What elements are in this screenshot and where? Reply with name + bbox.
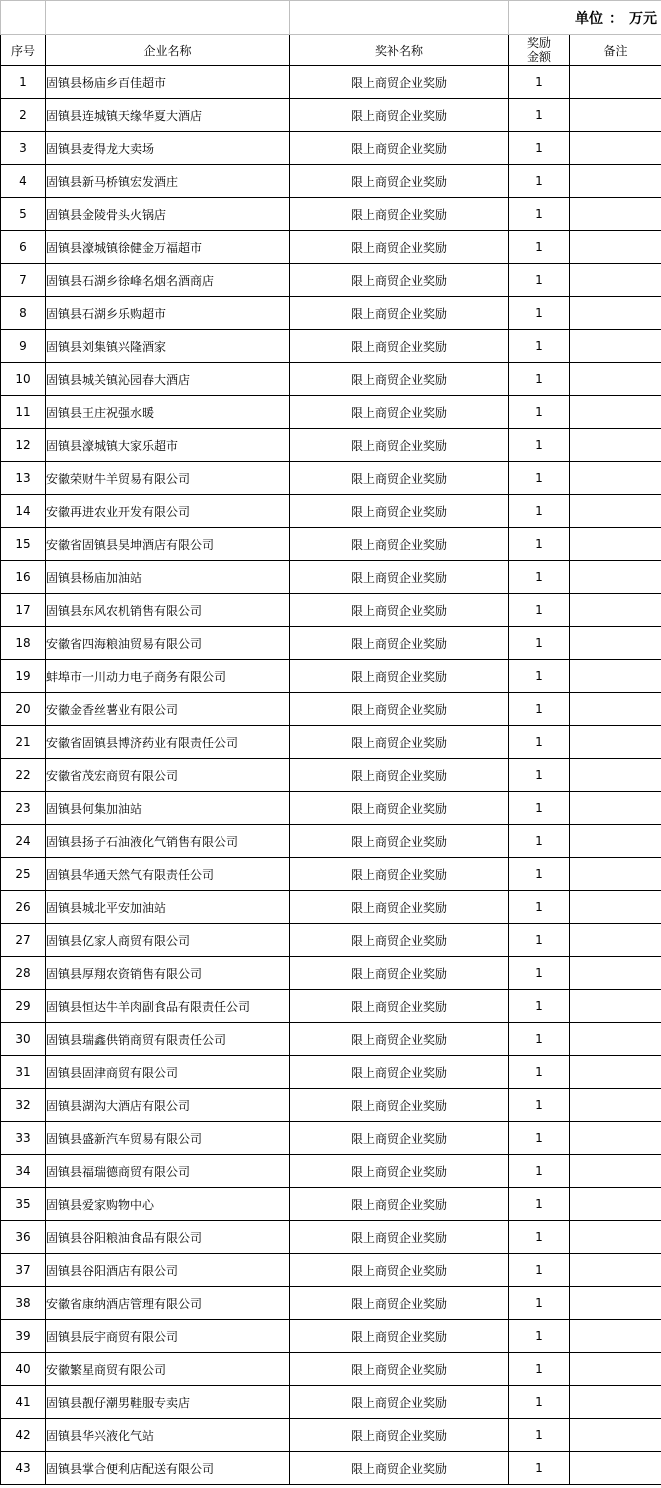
table-row <box>1 1221 661 1254</box>
cell-amount: 1 <box>509 1056 570 1089</box>
cell-amount: 1 <box>509 330 570 363</box>
cell-amount: 1 <box>509 99 570 132</box>
table-row <box>1 660 661 693</box>
cell-note <box>570 858 661 891</box>
cell-award-name: 限上商贸企业奖励 <box>290 660 509 693</box>
table-row <box>1 1254 661 1287</box>
cell-company-name: 固镇县爱家购物中心 <box>46 1188 290 1221</box>
cell-company-name: 固镇县城北平安加油站 <box>46 891 290 924</box>
cell-note <box>570 528 661 561</box>
cell-amount: 1 <box>509 462 570 495</box>
cell-award-name: 限上商贸企业奖励 <box>290 726 509 759</box>
cell-no: 43 <box>1 1452 46 1485</box>
cell-company-name: 固镇县辰宇商贸有限公司 <box>46 1320 290 1353</box>
cell-amount: 1 <box>509 297 570 330</box>
header-amount-line2: 金额 <box>526 50 551 64</box>
cell-note <box>570 594 661 627</box>
cell-company-name: 固镇县麦得龙大卖场 <box>46 132 290 165</box>
cell-award-name: 限上商贸企业奖励 <box>290 1254 509 1287</box>
cell-amount: 1 <box>509 1023 570 1056</box>
cell-award-name: 限上商贸企业奖励 <box>290 792 509 825</box>
cell-award-name: 限上商贸企业奖励 <box>290 1155 509 1188</box>
table-row <box>1 165 661 198</box>
cell-company-name: 固镇县濠城镇大家乐超市 <box>46 429 290 462</box>
cell-note <box>570 660 661 693</box>
cell-no: 27 <box>1 924 46 957</box>
cell-no: 40 <box>1 1353 46 1386</box>
cell-note <box>570 1353 661 1386</box>
cell-no: 10 <box>1 363 46 396</box>
cell-company-name: 固镇县华通天然气有限责任公司 <box>46 858 290 891</box>
unit-label-text: 单位 <box>575 10 603 27</box>
table-row <box>1 594 661 627</box>
table-row <box>1 726 661 759</box>
cell-note <box>570 759 661 792</box>
table-row <box>1 264 661 297</box>
cell-no: 38 <box>1 1287 46 1320</box>
cell-company-name: 安徽繁星商贸有限公司 <box>46 1353 290 1386</box>
cell-award-name: 限上商贸企业奖励 <box>290 594 509 627</box>
cell-no: 33 <box>1 1122 46 1155</box>
cell-amount: 1 <box>509 792 570 825</box>
cell-no: 22 <box>1 759 46 792</box>
table-body <box>1 66 661 1485</box>
table-row <box>1 363 661 396</box>
cell-amount: 1 <box>509 759 570 792</box>
cell-note <box>570 726 661 759</box>
cell-company-name: 安徽省茂宏商贸有限公司 <box>46 759 290 792</box>
header-amount-line1: 奖励 <box>526 36 551 50</box>
cell-note <box>570 1254 661 1287</box>
cell-amount: 1 <box>509 1452 570 1485</box>
cell-no: 12 <box>1 429 46 462</box>
cell-award-name: 限上商贸企业奖励 <box>290 231 509 264</box>
cell-amount: 1 <box>509 693 570 726</box>
cell-award-name: 限上商贸企业奖励 <box>290 297 509 330</box>
cell-award-name: 限上商贸企业奖励 <box>290 1353 509 1386</box>
cell-award-name: 限上商贸企业奖励 <box>290 429 509 462</box>
cell-amount: 1 <box>509 132 570 165</box>
cell-amount: 1 <box>509 429 570 462</box>
cell-no: 4 <box>1 165 46 198</box>
cell-no: 21 <box>1 726 46 759</box>
cell-note <box>570 825 661 858</box>
cell-no: 41 <box>1 1386 46 1419</box>
cell-award-name: 限上商贸企业奖励 <box>290 891 509 924</box>
cell-amount: 1 <box>509 990 570 1023</box>
cell-amount: 1 <box>509 1188 570 1221</box>
table-row <box>1 1122 661 1155</box>
table-row <box>1 1056 661 1089</box>
cell-award-name: 限上商贸企业奖励 <box>290 957 509 990</box>
unit-label <box>509 1 661 35</box>
cell-no: 30 <box>1 1023 46 1056</box>
cell-company-name: 固镇县何集加油站 <box>46 792 290 825</box>
table-row <box>1 561 661 594</box>
cell-no: 19 <box>1 660 46 693</box>
cell-no: 26 <box>1 891 46 924</box>
cell-company-name: 固镇县靓仔潮男鞋服专卖店 <box>46 1386 290 1419</box>
cell-amount: 1 <box>509 561 570 594</box>
cell-amount: 1 <box>509 198 570 231</box>
table-row <box>1 1023 661 1056</box>
cell-amount: 1 <box>509 495 570 528</box>
cell-note <box>570 990 661 1023</box>
cell-no: 8 <box>1 297 46 330</box>
cell-note <box>570 264 661 297</box>
table-row <box>1 1386 661 1419</box>
cell-award-name: 限上商贸企业奖励 <box>290 1287 509 1320</box>
cell-award-name: 限上商贸企业奖励 <box>290 462 509 495</box>
cell-award-name: 限上商贸企业奖励 <box>290 627 509 660</box>
cell-amount: 1 <box>509 1353 570 1386</box>
cell-company-name: 蚌埠市一川动力电子商务有限公司 <box>46 660 290 693</box>
cell-note <box>570 1386 661 1419</box>
cell-award-name: 限上商贸企业奖励 <box>290 264 509 297</box>
cell-note <box>570 231 661 264</box>
cell-company-name: 固镇县厚翔农资销售有限公司 <box>46 957 290 990</box>
cell-award-name: 限上商贸企业奖励 <box>290 1089 509 1122</box>
table-row <box>1 957 661 990</box>
cell-no: 1 <box>1 66 46 99</box>
cell-note <box>570 363 661 396</box>
cell-amount: 1 <box>509 165 570 198</box>
cell-amount: 1 <box>509 264 570 297</box>
table-row <box>1 231 661 264</box>
table-row <box>1 66 661 99</box>
unit-separator: ： <box>609 10 623 27</box>
cell-company-name: 固镇县福瑞德商贸有限公司 <box>46 1155 290 1188</box>
cell-award-name: 限上商贸企业奖励 <box>290 990 509 1023</box>
cell-note <box>570 495 661 528</box>
cell-award-name: 限上商贸企业奖励 <box>290 1122 509 1155</box>
cell-company-name: 固镇县石湖乡徐峰名烟名酒商店 <box>46 264 290 297</box>
cell-award-name: 限上商贸企业奖励 <box>290 66 509 99</box>
cell-note <box>570 99 661 132</box>
cell-company-name: 固镇县谷阳酒店有限公司 <box>46 1254 290 1287</box>
cell-company-name: 安徽省四海粮油贸易有限公司 <box>46 627 290 660</box>
cell-note <box>570 396 661 429</box>
cell-no: 42 <box>1 1419 46 1452</box>
table-row <box>1 891 661 924</box>
cell-amount: 1 <box>509 1320 570 1353</box>
header-no: 序号 <box>1 35 46 66</box>
cell-amount: 1 <box>509 396 570 429</box>
cell-no: 29 <box>1 990 46 1023</box>
cell-no: 6 <box>1 231 46 264</box>
cell-company-name: 固镇县王庄祝强水暖 <box>46 396 290 429</box>
unit-row <box>1 1 661 35</box>
table-row <box>1 330 661 363</box>
cell-note <box>570 198 661 231</box>
cell-company-name: 固镇县杨庙加油站 <box>46 561 290 594</box>
cell-company-name: 固镇县固津商贸有限公司 <box>46 1056 290 1089</box>
cell-company-name: 固镇县刘集镇兴隆酒家 <box>46 330 290 363</box>
cell-award-name: 限上商贸企业奖励 <box>290 924 509 957</box>
cell-note <box>570 1452 661 1485</box>
table-row <box>1 132 661 165</box>
cell-note <box>570 1056 661 1089</box>
cell-company-name: 固镇县湖沟大酒店有限公司 <box>46 1089 290 1122</box>
table-row <box>1 429 661 462</box>
header-row <box>1 35 661 66</box>
cell-award-name: 限上商贸企业奖励 <box>290 198 509 231</box>
cell-award-name: 限上商贸企业奖励 <box>290 330 509 363</box>
cell-note <box>570 1188 661 1221</box>
cell-company-name: 固镇县掌合便利店配送有限公司 <box>46 1452 290 1485</box>
header-company-name: 企业名称 <box>46 35 290 66</box>
cell-award-name: 限上商贸企业奖励 <box>290 132 509 165</box>
cell-amount: 1 <box>509 1089 570 1122</box>
header-note: 备注 <box>570 35 661 66</box>
cell-amount: 1 <box>509 924 570 957</box>
cell-note <box>570 957 661 990</box>
cell-company-name: 固镇县东风农机销售有限公司 <box>46 594 290 627</box>
cell-note <box>570 1089 661 1122</box>
cell-note <box>570 429 661 462</box>
cell-award-name: 限上商贸企业奖励 <box>290 495 509 528</box>
cell-amount: 1 <box>509 957 570 990</box>
table-row <box>1 1188 661 1221</box>
table-row <box>1 924 661 957</box>
cell-note <box>570 165 661 198</box>
cell-no: 14 <box>1 495 46 528</box>
cell-note <box>570 132 661 165</box>
cell-amount: 1 <box>509 1287 570 1320</box>
cell-award-name: 限上商贸企业奖励 <box>290 1056 509 1089</box>
cell-no: 13 <box>1 462 46 495</box>
cell-amount: 1 <box>509 858 570 891</box>
cell-no: 11 <box>1 396 46 429</box>
cell-award-name: 限上商贸企业奖励 <box>290 858 509 891</box>
cell-note <box>570 66 661 99</box>
cell-no: 35 <box>1 1188 46 1221</box>
cell-company-name: 安徽再进农业开发有限公司 <box>46 495 290 528</box>
cell-note <box>570 561 661 594</box>
blank-cell <box>290 1 509 35</box>
header-amount <box>509 35 570 66</box>
cell-company-name: 安徽省康纳酒店管理有限公司 <box>46 1287 290 1320</box>
cell-company-name: 固镇县扬子石油液化气销售有限公司 <box>46 825 290 858</box>
header-award-name: 奖补名称 <box>290 35 509 66</box>
cell-award-name: 限上商贸企业奖励 <box>290 396 509 429</box>
cell-note <box>570 1320 661 1353</box>
table-row <box>1 693 661 726</box>
cell-amount: 1 <box>509 660 570 693</box>
cell-award-name: 限上商贸企业奖励 <box>290 528 509 561</box>
cell-amount: 1 <box>509 1221 570 1254</box>
table-row <box>1 462 661 495</box>
cell-no: 9 <box>1 330 46 363</box>
cell-no: 16 <box>1 561 46 594</box>
table-row <box>1 1320 661 1353</box>
cell-award-name: 限上商贸企业奖励 <box>290 825 509 858</box>
table-row <box>1 1353 661 1386</box>
cell-no: 3 <box>1 132 46 165</box>
cell-award-name: 限上商贸企业奖励 <box>290 363 509 396</box>
cell-no: 7 <box>1 264 46 297</box>
cell-amount: 1 <box>509 726 570 759</box>
cell-note <box>570 924 661 957</box>
cell-note <box>570 792 661 825</box>
cell-no: 28 <box>1 957 46 990</box>
cell-award-name: 限上商贸企业奖励 <box>290 1419 509 1452</box>
cell-no: 32 <box>1 1089 46 1122</box>
cell-amount: 1 <box>509 1155 570 1188</box>
cell-amount: 1 <box>509 1419 570 1452</box>
cell-no: 20 <box>1 693 46 726</box>
cell-award-name: 限上商贸企业奖励 <box>290 759 509 792</box>
cell-no: 2 <box>1 99 46 132</box>
cell-amount: 1 <box>509 594 570 627</box>
table-row <box>1 990 661 1023</box>
cell-company-name: 固镇县杨庙乡百佳超市 <box>46 66 290 99</box>
cell-company-name: 固镇县盛新汽车贸易有限公司 <box>46 1122 290 1155</box>
cell-award-name: 限上商贸企业奖励 <box>290 165 509 198</box>
table-row <box>1 759 661 792</box>
cell-no: 15 <box>1 528 46 561</box>
cell-amount: 1 <box>509 825 570 858</box>
table-row <box>1 1089 661 1122</box>
cell-award-name: 限上商贸企业奖励 <box>290 1452 509 1485</box>
cell-award-name: 限上商贸企业奖励 <box>290 1221 509 1254</box>
cell-company-name: 固镇县城关镇沁园春大酒店 <box>46 363 290 396</box>
cell-company-name: 固镇县华兴液化气站 <box>46 1419 290 1452</box>
cell-award-name: 限上商贸企业奖励 <box>290 1188 509 1221</box>
cell-company-name: 安徽省固镇县昊坤酒店有限公司 <box>46 528 290 561</box>
cell-company-name: 固镇县石湖乡乐购超市 <box>46 297 290 330</box>
cell-note <box>570 1122 661 1155</box>
cell-award-name: 限上商贸企业奖励 <box>290 99 509 132</box>
cell-amount: 1 <box>509 1122 570 1155</box>
table-row <box>1 1419 661 1452</box>
cell-note <box>570 1419 661 1452</box>
table-row <box>1 825 661 858</box>
unit-value: 万元 <box>629 10 657 27</box>
cell-amount: 1 <box>509 231 570 264</box>
table-row <box>1 495 661 528</box>
cell-award-name: 限上商贸企业奖励 <box>290 693 509 726</box>
cell-company-name: 固镇县瑞鑫供销商贸有限责任公司 <box>46 1023 290 1056</box>
table-row <box>1 858 661 891</box>
cell-note <box>570 1287 661 1320</box>
cell-award-name: 限上商贸企业奖励 <box>290 1320 509 1353</box>
cell-no: 18 <box>1 627 46 660</box>
cell-company-name: 固镇县恒达牛羊肉副食品有限责任公司 <box>46 990 290 1023</box>
blank-cell <box>46 1 290 35</box>
cell-company-name: 固镇县连城镇天缘华夏大酒店 <box>46 99 290 132</box>
cell-note <box>570 693 661 726</box>
table-row <box>1 627 661 660</box>
cell-no: 37 <box>1 1254 46 1287</box>
cell-company-name: 安徽荣财牛羊贸易有限公司 <box>46 462 290 495</box>
table-row <box>1 198 661 231</box>
blank-cell <box>1 1 46 35</box>
cell-no: 39 <box>1 1320 46 1353</box>
cell-company-name: 固镇县新马桥镇宏发酒庄 <box>46 165 290 198</box>
table-row <box>1 99 661 132</box>
table-row <box>1 792 661 825</box>
cell-amount: 1 <box>509 627 570 660</box>
cell-note <box>570 891 661 924</box>
table-row <box>1 1452 661 1485</box>
table-row <box>1 297 661 330</box>
cell-note <box>570 627 661 660</box>
cell-company-name: 安徽省固镇县博济药业有限责任公司 <box>46 726 290 759</box>
cell-no: 25 <box>1 858 46 891</box>
table-row <box>1 528 661 561</box>
cell-note <box>570 1221 661 1254</box>
cell-amount: 1 <box>509 891 570 924</box>
cell-amount: 1 <box>509 528 570 561</box>
cell-award-name: 限上商贸企业奖励 <box>290 561 509 594</box>
cell-award-name: 限上商贸企业奖励 <box>290 1386 509 1419</box>
cell-company-name: 固镇县金陵骨头火锅店 <box>46 198 290 231</box>
cell-company-name: 固镇县谷阳粮油食品有限公司 <box>46 1221 290 1254</box>
cell-note <box>570 462 661 495</box>
cell-note <box>570 330 661 363</box>
cell-company-name: 固镇县濠城镇徐健金万福超市 <box>46 231 290 264</box>
cell-note <box>570 1155 661 1188</box>
table-row <box>1 1155 661 1188</box>
cell-amount: 1 <box>509 1386 570 1419</box>
cell-amount: 1 <box>509 1254 570 1287</box>
cell-no: 17 <box>1 594 46 627</box>
cell-amount: 1 <box>509 66 570 99</box>
table-row <box>1 396 661 429</box>
cell-no: 36 <box>1 1221 46 1254</box>
cell-award-name: 限上商贸企业奖励 <box>290 1023 509 1056</box>
cell-note <box>570 1023 661 1056</box>
cell-no: 34 <box>1 1155 46 1188</box>
cell-company-name: 安徽金香丝薯业有限公司 <box>46 693 290 726</box>
table-row <box>1 1287 661 1320</box>
cell-no: 5 <box>1 198 46 231</box>
cell-no: 31 <box>1 1056 46 1089</box>
cell-no: 23 <box>1 792 46 825</box>
cell-amount: 1 <box>509 363 570 396</box>
cell-company-name: 固镇县亿家人商贸有限公司 <box>46 924 290 957</box>
cell-note <box>570 297 661 330</box>
cell-no: 24 <box>1 825 46 858</box>
